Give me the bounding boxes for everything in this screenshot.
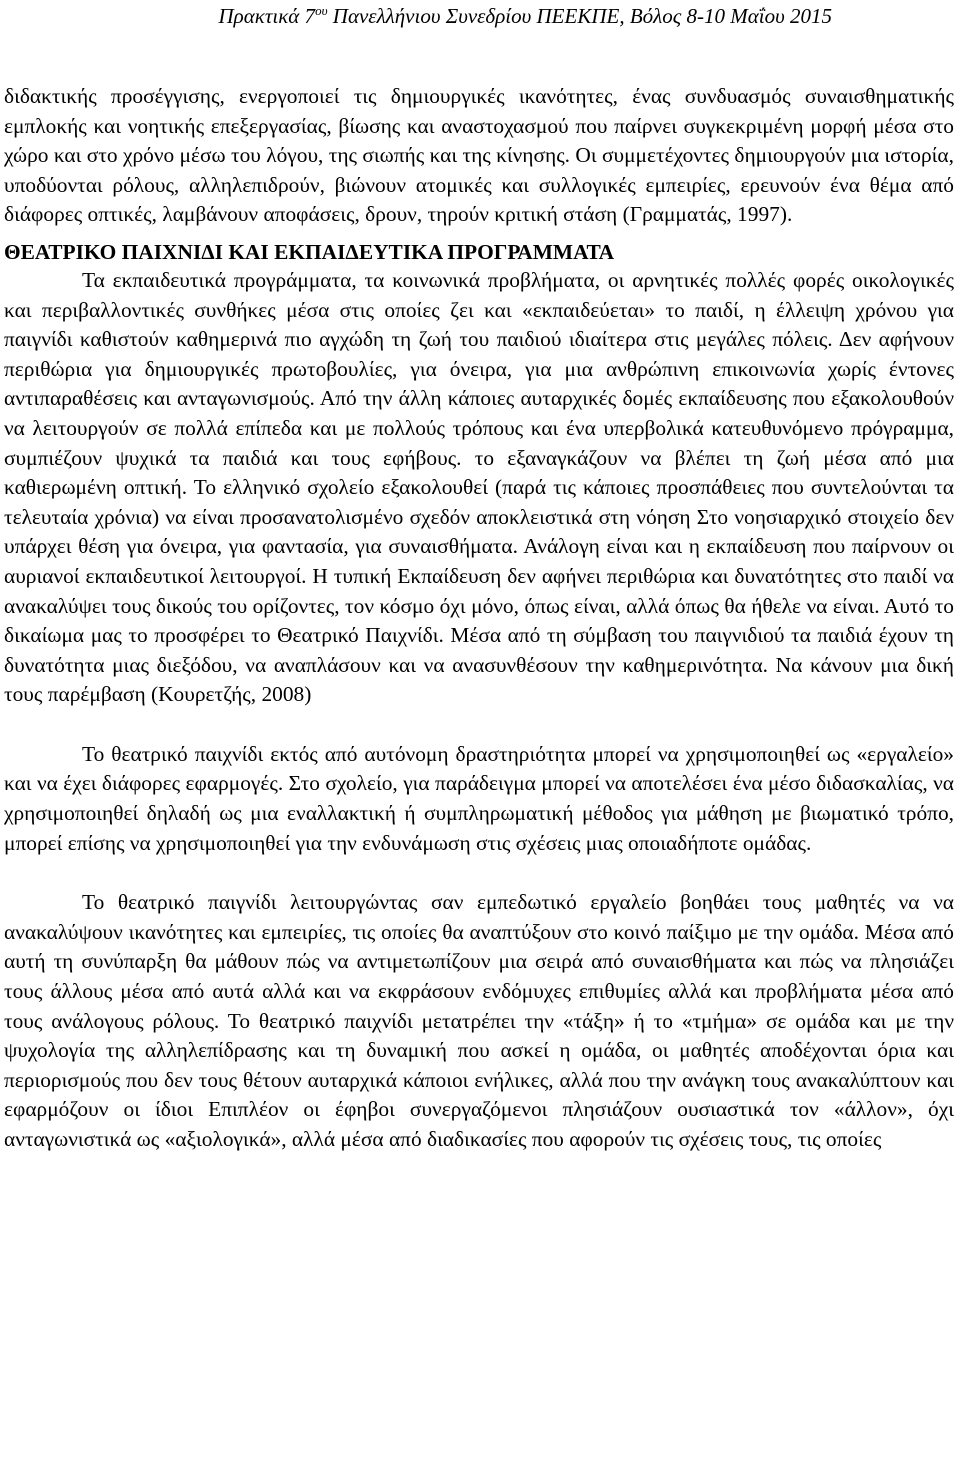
page-header [219,4,833,28]
header-prefix: Πρακτικά 7 [218,4,316,28]
section-heading: ΘΕΑΤΡΙΚΟ ΠΑΙΧΝΙΔΙ ΚΑΙ ΕΚΠΑΙΔΕΥΤΙΚΑ ΠΡΟΓΡΑΜΜΑΤΑ [4,239,615,264]
header-suffix: Πανελλήνιου Συνεδρίου ΠΕΕΚΠΕ, Βόλος 8-10 Μαΐου 2015 [327,4,832,28]
paragraph-spacer [4,858,954,888]
paragraph-group: Το θεατρικό παιγνίδι λειτουργώντας σαν εμπεδωτικό εργαλείο βοηθάει τους μαθητές να να ανακαλύψουν ικανότητες και εμπειρίες, τις οποίες θα αναπτύξουν στο κοινό παίξιμο με την ομάδα. Μέσα από αυτή τη συνύπαρξη θα μάθουν πώς να αντιμετωπίζουν μια σειρά από συναισθήματα και πώς να πλησιάζει τους άλλους μέσα από αυτά αλλά και να εκφράσουν ενδόμυχες επιθυμίες αλλά και προβλήματα μέσα από τους ανάλογους ρόλους. Το θεατρικό παιχνίδι μετατρέπει την «τάξη» ή το «τμήμα» σε ομάδα και με την ψυχολογία της αλληλεπίδρασης και τη δυναμική που ασκεί η ομάδα, οι μαθητές αποδέχονται όρια και περιορισμούς που δεν τους θέτουν αυταρχικά κάποιοι ενήλικες, αλλά που την ανάγκη τους ανακαλύπτουν και εφαρμόζουν οι ίδιοι Επιπλέον οι έφηβοι συνεργαζόμενοι πλησιάζουν ουσιαστικά τον «άλλον», όχι ανταγωνιστικά ως «αξιολογικά», αλλά μέσα από διαδικασίες που αφορούν τις σχέσεις τους, τις οποίες [4,890,954,1151]
paragraph-tool: Το θεατρικό παιχνίδι εκτός από αυτόνομη δραστηριότητα μπορεί να χρησιμοποιηθεί ως «εργαλείο» και να έχει διάφορες εφαρμογές. Στο σχολείο, για παράδειγμα μπορεί να αποτελέσει ένα μέσο διδασκαλίας, να χρησιμοποιηθεί δηλαδή ως μια εναλλακτική ή συμπληρωματική μέθοδος για μάθηση με βιωματικό τρόπο, μπορεί επίσης να χρησιμοποιηθεί για την ενδυνάμωση στις σχέσεις μιας οποιαδήποτε ομάδας. [4,741,954,855]
paragraph-programs: Τα εκπαιδευτικά προγράμματα, τα κοινωνικά προβλήματα, οι αρνητικές πολλές φορές οικολογικές και περιβαλλοντικές συνθήκες μέσα στις οποίες ζει και «εκπαιδεύεται» το παιδί, η έλλειψη χρόνου για παιγνίδι καθιστούν καθημερινά πιο αγχώδη τη ζωή του παιδιού ιδιαίτερα στις μεγάλες πόλεις. Δεν αφήνουν περιθώρια για δημιουργικές πρωτοβουλίες, για όνειρα, για μια ανθρώπινη επικοινωνία χωρίς έντονες αντιπαραθέσεις και ανταγωνισμούς. Από την άλλη κάποιες αυταρχικές δομές εκπαίδευσης που εξακολουθούν να λειτουργούν σε πολλά επίπεδα και με πολλούς τρόπους και ένα υπερβολικά κατευθυνόμενο πρόγραμμα, συμπιέζουν ψυχικά τα παιδιά και τους εφήβους. το εξαναγκάζουν να βλέπει τη ζωή μέσα από μια καθιερωμένη οπτική. Το ελληνικό σχολείο εξακολουθεί (παρά τις κάποιες προσπάθειες που συντελούνται τα τελευταία χρόνια) να είναι προσανατολισμένο σχεδόν αποκλειστικά στη νόηση Στο νοησιαρχικό στοιχείο δεν υπάρχει θέση για όνειρα, για φαντασία, για συναισθήματα. Ανάλογη είναι και η εκπαίδευση που παίρνουν οι αυριανοί εκπαιδευτικοί λειτουργοί. Η τυπική Εκπαίδευση δεν αφήνει περιθώρια και δυνατότητες στο παιδί να ανακαλύψει τους δικούς του ορίζοντες, τον κόσμο όχι μόνο, όπως είναι, αλλά όπως θα ήθελε να είναι. Αυτό το δικαίωμα μας το προσφέρει το Θεατρικό Παιχνίδι. Μέσα από τη σύμβαση του παιγνιδιού τα παιδιά έχουν τη δυνατότητα μιας διεξόδου, να αναπλάσουν και να ανασυνθέσουν την καθημερινότητα. Να κάνουν μια δική τους παρέμβαση (Κουρετζής, 2008) [4,267,954,707]
paragraph-intro: διδακτικής προσέγγισης, ενεργοποιεί τις δημιουργικές ικανότητες, ένας συνδυασμός συναισθηματικής εμπλοκής και νοητικής επεξεργασίας, βίωσης και αναστοχασμού που παίρνει συγκεκριμένη μορφή μέσα στο χώρο και στο χρόνο μέσω του λόγου, της σιωπής και της κίνησης. Οι συμμετέχοντες δημιουργούν μια ιστορία, υποδύονται ρόλους, αλληλεπιδρούν, βιώνουν ατομικές και συλλογικές εμπειρίες, ερευνούν ένα θέμα από διάφορες οπτικές, λαμβάνουν αποφάσεις, δρουν, τηρούν κριτική στάση (Γραμματάς, 1997). [4,84,954,227]
header-superscript: ου [315,3,328,18]
document-body [4,82,954,1155]
paragraph-spacer [4,710,954,740]
